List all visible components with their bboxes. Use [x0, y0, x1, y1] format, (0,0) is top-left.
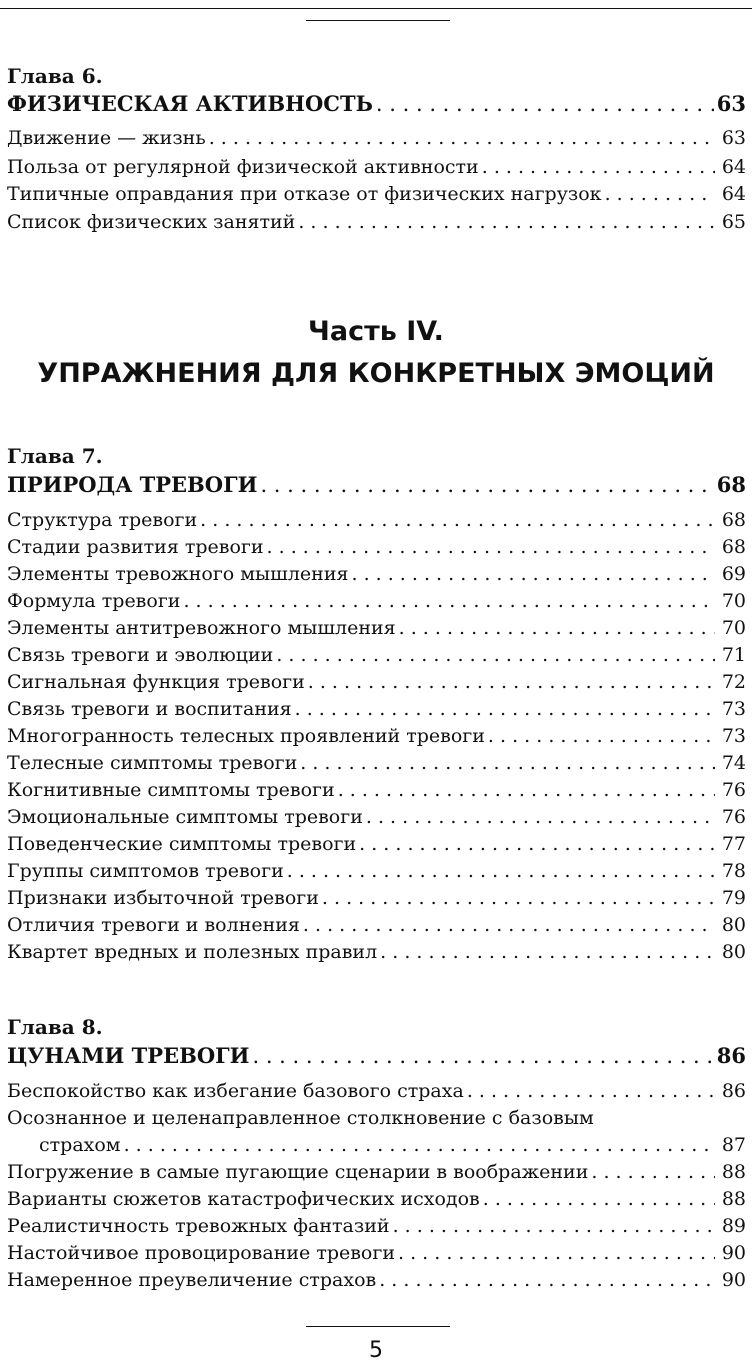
page-ref: 68 [716, 472, 746, 497]
toc-entry-title: Группы симптомов тревоги [7, 860, 284, 882]
part-heading: Часть IV. [308, 316, 444, 347]
page-ref: 63 [716, 91, 746, 116]
page-ref: 70 [721, 617, 746, 639]
leader-dots [605, 181, 715, 207]
toc-entry-title: Эмоциональные симптомы тревоги [7, 806, 363, 828]
toc-entry-title: Многогранность телесных проявлений тревоги [7, 725, 485, 747]
toc-entry[interactable] [7, 181, 746, 207]
leader-dots [295, 696, 715, 722]
toc-entry-title: Движение — жизнь [7, 127, 206, 149]
toc-entry-title: Отличия тревоги и волнения [7, 914, 300, 936]
page-ref: 73 [721, 725, 746, 747]
page-ref: 88 [721, 1161, 746, 1183]
leader-dots [267, 534, 715, 560]
toc-entry-title: Элементы тревожного мышления [7, 563, 349, 585]
page-ref: 74 [721, 752, 746, 774]
leader-dots [467, 1078, 715, 1104]
page-ref: 78 [721, 860, 746, 882]
toc-entry-title: Сигнальная функция тревоги [7, 671, 305, 693]
chapter-6-label: Глава 6. [7, 64, 103, 88]
leader-dots [399, 615, 715, 641]
leader-dots [393, 1213, 715, 1239]
toc-entry-title: Формула тревоги [7, 590, 181, 612]
page-ref: 77 [721, 833, 746, 855]
leader-dots [482, 154, 715, 180]
toc-entry[interactable] [7, 939, 746, 965]
toc-entry-title-line1[interactable]: Осознанное и целенаправленное столкновение с базовым [7, 1107, 594, 1129]
toc-entry-title: Погружение в самые пугающие сценарии в воображении [7, 1161, 589, 1183]
toc-entry[interactable] [7, 804, 746, 830]
chapter-7-title: ПРИРОДА ТРЕВОГИ [7, 472, 258, 497]
leader-dots [359, 831, 715, 857]
toc-entry-title: Телесные симптомы тревоги [7, 752, 298, 774]
top-rule [0, 8, 752, 9]
leader-dots [287, 858, 715, 884]
page-ref: 89 [721, 1215, 746, 1237]
leader-dots [303, 912, 715, 938]
page-ref: 86 [721, 1080, 746, 1102]
page-ref: 71 [721, 644, 746, 666]
toc-entry-title: Поведенческие симптомы тревоги [7, 833, 357, 855]
page-ref: 79 [721, 887, 746, 909]
toc-entry[interactable] [7, 588, 746, 614]
leader-dots [351, 561, 715, 587]
toc-entry[interactable] [7, 125, 746, 151]
leader-dots [300, 750, 715, 776]
toc-entry[interactable] [7, 858, 746, 884]
toc-entry[interactable] [7, 885, 746, 911]
toc-entry-title: Реалистичность тревожных фантазий [7, 1215, 390, 1237]
page-ref: 86 [716, 1043, 746, 1068]
leader-dots [380, 939, 715, 965]
toc-entry[interactable] [7, 534, 746, 560]
leader-dots [200, 507, 715, 533]
chapter-7-title-row[interactable] [7, 471, 746, 499]
toc-entry-title: Связь тревоги и эволюции [7, 644, 274, 666]
toc-entry-title: Элементы антитревожного мышления [7, 617, 396, 639]
chapter-6-title: ФИЗИЧЕСКАЯ АКТИВНОСТЬ [7, 91, 373, 116]
toc-entry[interactable] [7, 696, 746, 722]
chapter-6-title-row[interactable] [7, 90, 746, 118]
toc-entry[interactable] [7, 777, 746, 803]
toc-entry-title: Квартет вредных и полезных правил [7, 941, 378, 963]
leader-dots [276, 642, 715, 668]
leader-dots [252, 1042, 713, 1070]
page-ref: 87 [721, 1134, 746, 1156]
leader-dots [379, 1267, 715, 1293]
toc-entry[interactable] [7, 209, 746, 235]
chapter-8-label: Глава 8. [7, 1015, 103, 1039]
leader-dots [322, 885, 715, 911]
leader-dots [591, 1159, 715, 1185]
toc-entry-title: Стадии развития тревоги [7, 536, 264, 558]
toc-entry-title: Признаки избыточной тревоги [7, 887, 319, 909]
leader-dots [308, 669, 715, 695]
toc-entry-title: Польза от регулярной физической активности [7, 156, 479, 178]
page-ref: 88 [721, 1188, 746, 1210]
page-ref: 69 [721, 563, 746, 585]
page-ref: 80 [721, 941, 746, 963]
leader-dots [398, 1240, 715, 1266]
toc-entry[interactable] [7, 912, 746, 938]
toc-entry[interactable] [7, 154, 746, 180]
page-ref: 76 [721, 806, 746, 828]
toc-entry-title: Список физических занятий [7, 211, 296, 233]
page-ref: 90 [721, 1269, 746, 1291]
page-ref: 64 [721, 156, 746, 178]
toc-entry-title: Варианты сюжетов катастрофических исходов [7, 1188, 480, 1210]
toc-entry[interactable] [39, 1132, 746, 1158]
chapter-8-title: ЦУНАМИ ТРЕВОГИ [7, 1043, 250, 1068]
page-ref: 64 [721, 183, 746, 205]
chapter-8-title-row[interactable] [7, 1042, 746, 1070]
toc-entry-title: Когнитивные симптомы тревоги [7, 779, 335, 801]
part-title: УПРАЖНЕНИЯ ДЛЯ КОНКРЕТНЫХ ЭМОЦИЙ [37, 358, 715, 389]
toc-entry[interactable] [7, 507, 746, 533]
page-ref: 68 [721, 536, 746, 558]
page-ref: 73 [721, 698, 746, 720]
page-ref: 63 [721, 127, 746, 149]
toc-entry[interactable] [7, 750, 746, 776]
toc-entry[interactable] [7, 1267, 746, 1293]
page-ref: 76 [721, 779, 746, 801]
toc-entry-title: Структура тревоги [7, 509, 198, 531]
toc-entry-title: Настойчивое провоцирование тревоги [7, 1242, 395, 1264]
leader-dots [209, 125, 715, 151]
page-number: 5 [369, 1338, 383, 1363]
leader-dots [260, 471, 713, 499]
page-ref: 80 [721, 914, 746, 936]
leader-dots [488, 723, 715, 749]
page-ref: 72 [721, 671, 746, 693]
header-short-rule [306, 20, 450, 21]
leader-dots [183, 588, 715, 614]
page-ref: 70 [721, 590, 746, 612]
page-ref: 65 [721, 211, 746, 233]
toc-entry[interactable] [7, 1159, 746, 1185]
toc-entry[interactable] [7, 642, 746, 668]
page-ref: 90 [721, 1242, 746, 1264]
leader-dots [298, 209, 715, 235]
leader-dots [366, 804, 715, 830]
toc-entry-title: Намеренное преувеличение страхов [7, 1269, 377, 1291]
toc-entry-title: Связь тревоги и воспитания [7, 698, 292, 720]
toc-entry[interactable] [7, 723, 746, 749]
chapter-7-label: Глава 7. [7, 444, 103, 468]
toc-entry[interactable] [7, 669, 746, 695]
toc-entry[interactable] [7, 615, 746, 641]
toc-entry-title: Беспокойство как избегание базового страха [7, 1080, 464, 1102]
leader-dots [338, 777, 715, 803]
toc-entry[interactable] [7, 1240, 746, 1266]
toc-entry[interactable] [7, 1186, 746, 1212]
toc-entry[interactable] [7, 561, 746, 587]
footer-short-rule [306, 1326, 450, 1327]
toc-entry-title: Типичные оправдания при отказе от физических нагрузок [7, 183, 602, 205]
leader-dots [124, 1132, 715, 1158]
toc-entry[interactable] [7, 1213, 746, 1239]
leader-dots [376, 90, 714, 118]
page-ref: 68 [721, 509, 746, 531]
toc-entry[interactable] [7, 831, 746, 857]
leader-dots [483, 1186, 715, 1212]
toc-entry-title-line2: страхом [39, 1134, 121, 1156]
toc-entry[interactable] [7, 1078, 746, 1104]
